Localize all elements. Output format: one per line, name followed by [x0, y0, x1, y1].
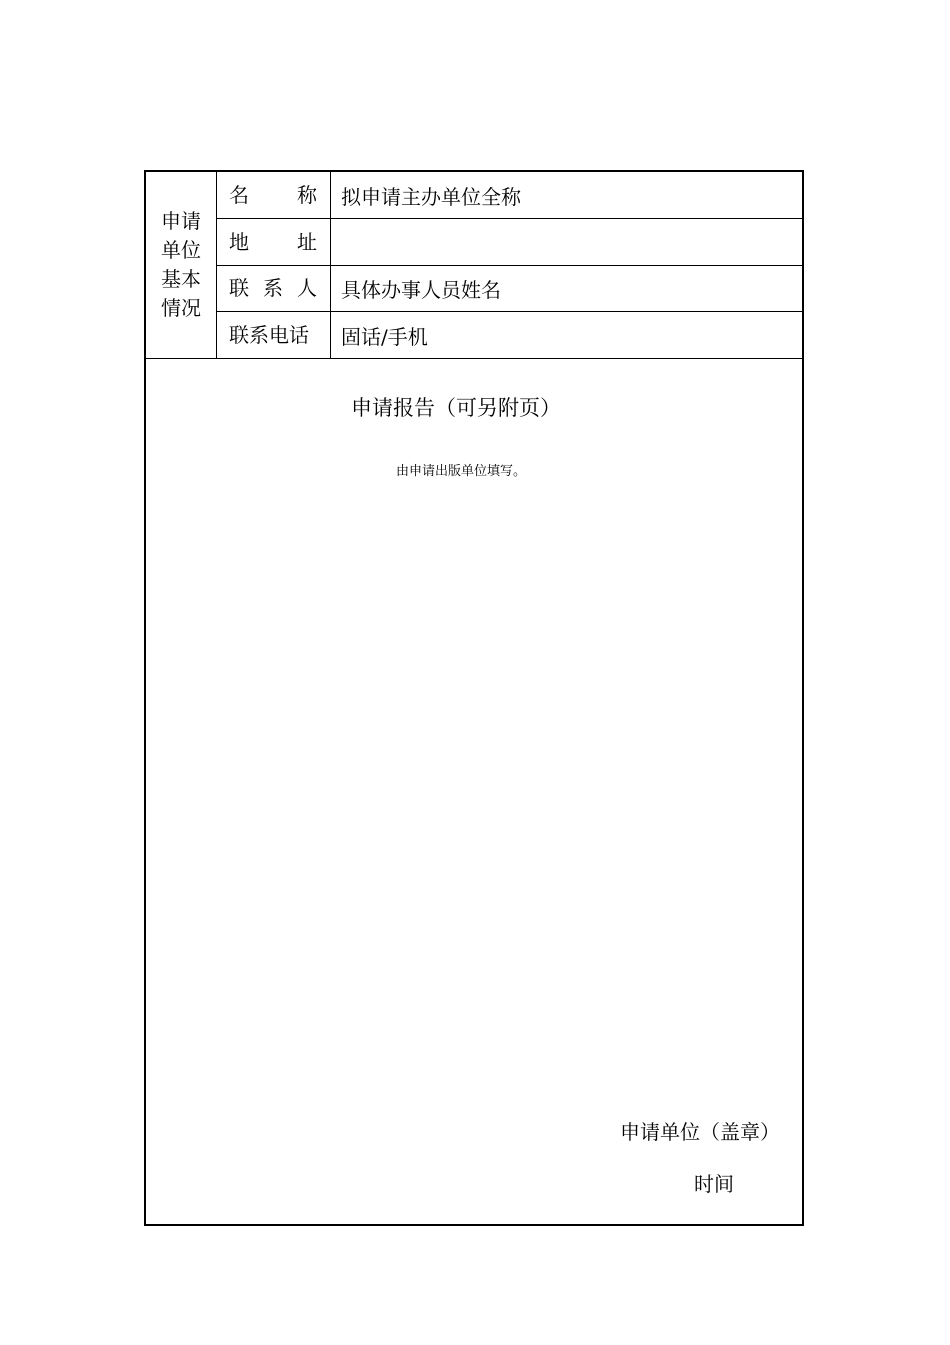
section-label: 申请单位基本情况: [161, 209, 201, 320]
contact-person-label: [217, 265, 331, 311]
report-note: 由申请出版单位填写。: [395, 464, 526, 479]
contact-person-row: [217, 265, 802, 312]
address-label-char-2: 址: [297, 230, 317, 254]
phone-value[interactable]: 固话/手机: [341, 324, 428, 349]
phone-label: [217, 312, 331, 358]
phone-row: [217, 312, 802, 358]
address-label-char-1: 地: [229, 230, 249, 254]
contact-label-char-3: 人: [297, 276, 317, 300]
name-label-char-1: 名: [229, 183, 249, 207]
report-title: 申请报告（可另附页）: [351, 396, 561, 420]
contact-label-char-2: 系: [263, 276, 283, 300]
report-area[interactable]: [146, 359, 802, 1224]
address-row: [217, 219, 802, 266]
applicant-seal-label: 申请单位（盖章）: [620, 1120, 780, 1144]
name-value[interactable]: 拟申请主办单位全称: [341, 184, 521, 209]
name-row: [217, 172, 802, 219]
name-label-char-2: 称: [297, 183, 317, 207]
section-header-cell: [146, 172, 217, 358]
application-form: [144, 170, 804, 1226]
address-label: [217, 219, 331, 265]
applicant-info-table: [146, 172, 802, 359]
contact-person-value[interactable]: 具体办事人员姓名: [341, 277, 501, 302]
name-label: [217, 172, 331, 218]
date-label: 时间: [694, 1172, 734, 1196]
contact-label-char-1: 联: [229, 276, 249, 300]
phone-label-text: 联系电话: [229, 323, 309, 347]
